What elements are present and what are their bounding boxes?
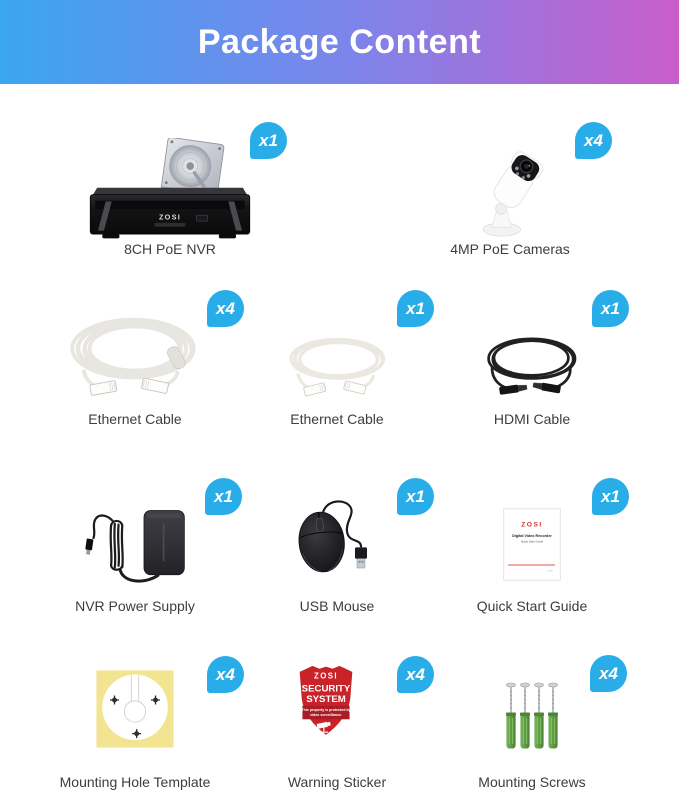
qty-badge: x1 <box>250 122 287 159</box>
item-usb-mouse <box>232 472 442 622</box>
item-cameras <box>395 110 625 265</box>
camera-illustration <box>457 146 562 240</box>
header-banner <box>0 0 679 84</box>
rj45-connector-icon <box>141 378 168 394</box>
item-label: Ethernet Cable <box>88 411 182 427</box>
rj45-connector-icon <box>343 381 366 395</box>
sticker-brand-text: ZOSI <box>313 671 339 681</box>
item-label: 8CH PoE NVR <box>124 241 216 257</box>
item-label: Mounting Hole Template <box>59 774 211 790</box>
barrel-plug-icon <box>85 538 94 554</box>
camera-body-icon <box>489 149 545 212</box>
item-quick-start-guide <box>427 472 637 622</box>
mounting-screws-illustration <box>504 680 560 756</box>
item-ethernet-cable-long <box>30 285 240 435</box>
item-power-supply <box>30 472 240 622</box>
qty-badge: x4 <box>207 656 244 693</box>
screw-icon <box>506 683 558 749</box>
item-label: USB Mouse <box>299 598 375 614</box>
mounting-template-illustration <box>94 668 176 750</box>
item-nvr <box>55 110 285 265</box>
ethernet-cable-long-illustration <box>62 309 207 404</box>
rj45-connector-icon <box>90 381 117 396</box>
item-label: 4MP PoE Cameras <box>450 241 570 257</box>
page-title: Package Content <box>197 22 482 61</box>
qty-badge: x1 <box>205 478 242 515</box>
qty-badge: x4 <box>397 656 434 693</box>
sticker-note-line1-text: This property is protected by <box>301 708 351 713</box>
guide-title-text: Digital Video Recorder <box>512 534 552 539</box>
item-label: Ethernet Cable <box>290 411 384 427</box>
qty-badge: x1 <box>397 478 434 515</box>
power-supply-illustration <box>75 500 195 586</box>
quick-start-guide-illustration <box>503 508 561 581</box>
sticker-note-line2-text: video surveillance. <box>310 713 342 718</box>
item-label: Quick Start Guide <box>476 598 588 614</box>
mouse-body-icon <box>296 510 347 574</box>
item-label: Mounting Screws <box>478 774 586 790</box>
item-hdmi-cable <box>427 285 637 435</box>
item-mounting-template <box>30 650 240 798</box>
qty-badge: x4 <box>590 655 627 692</box>
hdmi-connector-icon <box>533 381 562 393</box>
item-ethernet-cable-short <box>232 285 442 435</box>
qty-badge: x1 <box>592 290 629 327</box>
guide-brand-text: ZOSI <box>521 521 543 529</box>
hdmi-cable-illustration <box>479 331 584 397</box>
nvr-box-icon <box>90 188 249 239</box>
item-label: NVR Power Supply <box>75 598 195 614</box>
qty-badge: x1 <box>397 290 434 327</box>
item-label: Warning Sticker <box>287 774 387 790</box>
usb-mouse-illustration <box>287 498 387 578</box>
qty-badge: x4 <box>207 290 244 327</box>
usb-connector-icon <box>355 547 367 568</box>
sticker-line2-text: SYSTEM <box>306 694 346 706</box>
item-warning-sticker <box>232 650 442 798</box>
guide-subtitle-text: Quick Start Guide <box>520 539 544 544</box>
qty-badge: x1 <box>592 478 629 515</box>
warning-sticker-illustration <box>290 660 362 740</box>
ethernet-cable-short-illustration <box>282 330 392 400</box>
sticker-line1-text: SECURITY <box>301 683 351 695</box>
item-label: HDMI Cable <box>493 411 571 427</box>
rj45-connector-icon <box>303 383 326 397</box>
qty-badge: x4 <box>575 122 612 159</box>
nvr-illustration <box>80 138 260 241</box>
nvr-brand-text: ZOSI <box>158 212 182 222</box>
item-mounting-screws <box>427 650 637 798</box>
